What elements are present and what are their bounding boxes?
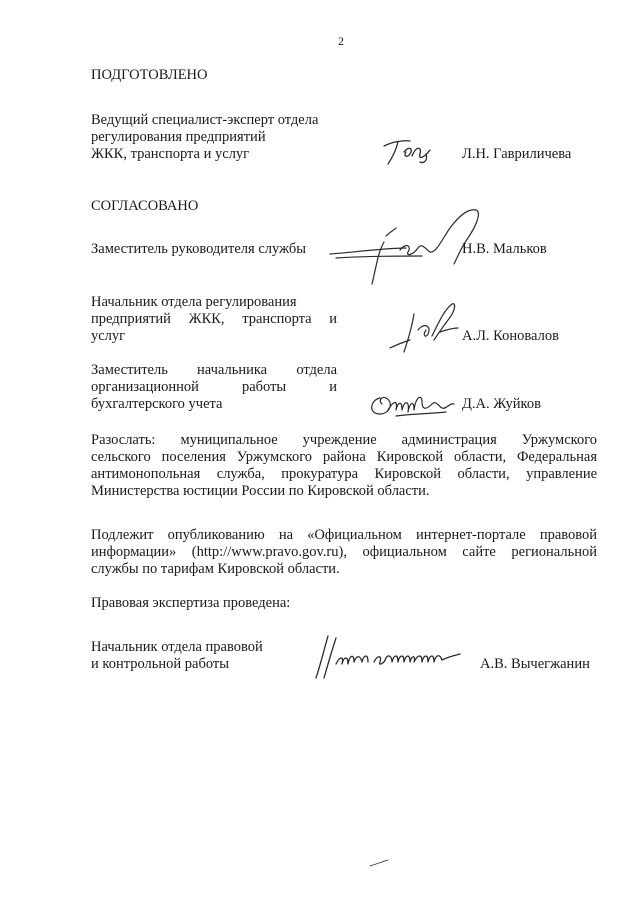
signatory-3-name: Д.А. Жуйков — [462, 396, 541, 412]
signature-zhuikov — [366, 388, 462, 422]
prepared-position-line-1: Ведущий специалист-эксперт отдела — [91, 112, 319, 128]
stray-pen-mark — [368, 858, 390, 868]
distribution-line-4: Министерства юстиции России по Кировской области. — [91, 483, 430, 499]
page-number: 2 — [338, 34, 344, 48]
signatory-2-position-line-3: услуг — [91, 328, 126, 344]
prepared-heading: ПОДГОТОВЛЕНО — [91, 67, 208, 83]
legal-review-position-line-1: Начальник отдела правовой — [91, 639, 263, 655]
prepared-position-line-2: регулирования предприятий — [91, 129, 266, 145]
signatory-1-position: Заместитель руководителя службы — [91, 241, 307, 257]
signatory-1-name: Н.В. Мальков — [462, 241, 547, 257]
legal-review-text: Правовая экспертиза проведена: — [91, 595, 291, 611]
signatory-2-position-line-2: предприятий ЖКК, транспорта и — [91, 311, 338, 327]
signatory-3-position-line-2: организационной работы и — [91, 379, 337, 395]
prepared-position-line-3: ЖКК, транспорта и услуг — [91, 146, 250, 162]
signatory-2-position-line-1: Начальник отдела регулирования — [91, 294, 297, 310]
signature-konovalov — [384, 300, 468, 354]
agreed-heading: СОГЛАСОВАНО — [91, 198, 199, 214]
publication-line-3: службы по тарифам Кировской области. — [91, 561, 340, 577]
legal-review-name: А.В. Вычегжанин — [480, 656, 590, 672]
distribution-line-3: антимонопольная служба, прокуратура Кировской области, управление — [91, 466, 598, 482]
distribution-line-1: Разослать: муниципальное учреждение администрация Уржумского — [91, 432, 598, 448]
legal-review-position-line-2: и контрольной работы — [91, 656, 229, 672]
signature-gavrilicheva — [378, 134, 438, 168]
prepared-name: Л.Н. Гавриличева — [462, 146, 572, 162]
publication-line-1: Подлежит опубликованию на «Официальном интернет-портале правовой — [91, 527, 598, 543]
signature-vychegzhanin — [306, 634, 476, 680]
signatory-3-position-line-3: бухгалтерского учета — [91, 396, 223, 412]
signatory-3-position-line-1: Заместитель начальника отдела — [91, 362, 338, 378]
publication-line-2: информации» (http://www.pravo.gov.ru), официальном сайте региональной — [91, 544, 597, 560]
distribution-line-2: сельского поселения Уржумского района Кировской области, Федеральная — [91, 449, 598, 465]
signatory-2-name: А.Л. Коновалов — [462, 328, 559, 344]
